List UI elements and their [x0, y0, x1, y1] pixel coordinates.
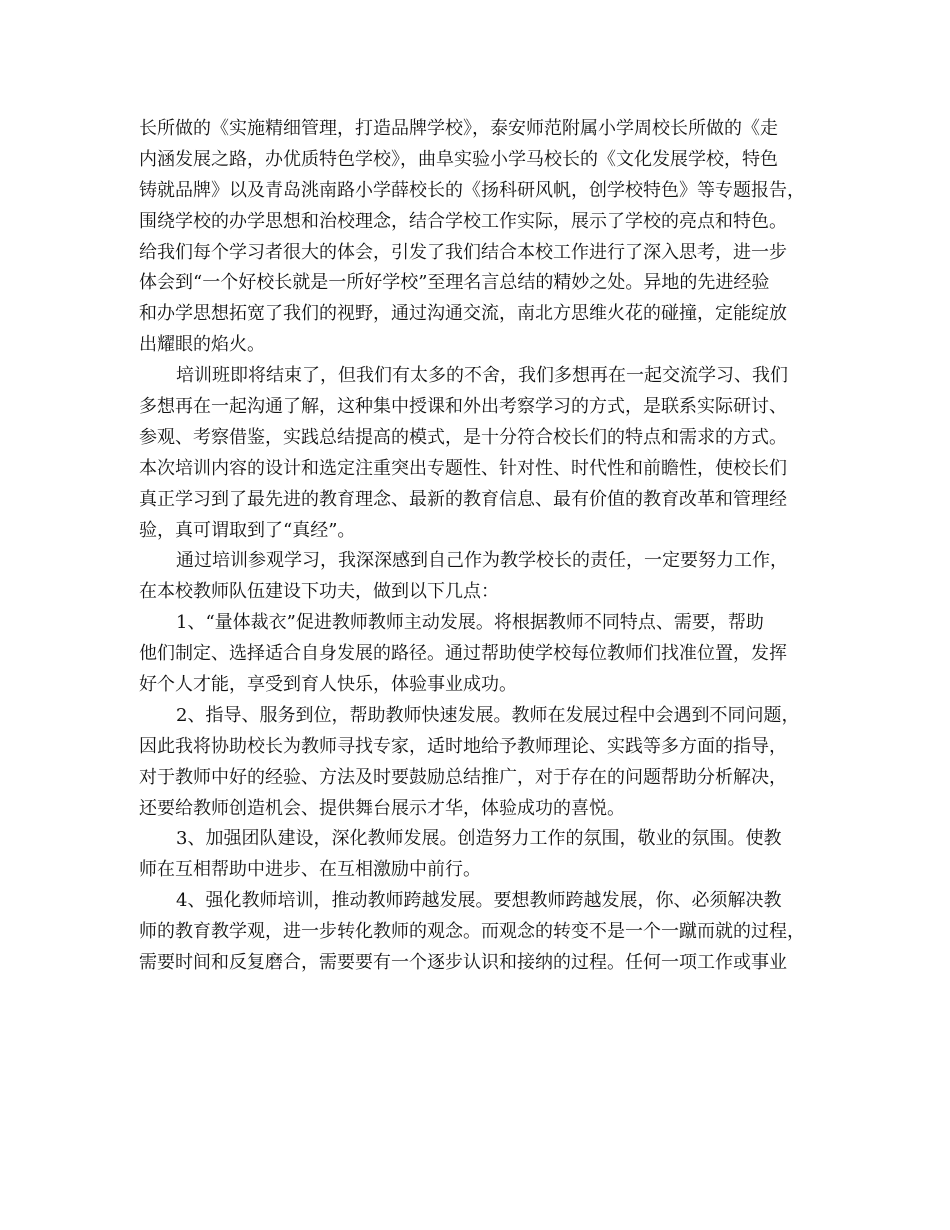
paragraph-7: [139, 886, 827, 979]
text-line: 铸就品牌》以及青岛洮南路小学薛校长的《扬科研风帆，创学校特色》等专题报告，: [139, 179, 805, 201]
text-line: 他们制定、选择适合自身发展的路径。通过帮助使学校每位教师们找准位置，发挥: [139, 643, 787, 665]
text-line: 围绕学校的办学思想和治校理念，结合学校工作实际，展示了学校的亮点和特色。: [139, 210, 787, 232]
text-line: 培训班即将结束了，但我们有太多的不舍，我们多想再在一起交流学习、我们: [176, 365, 788, 387]
paragraph-6: [139, 824, 827, 886]
text-line: 在本校教师队伍建设下功夫，做到以下几点：: [139, 581, 499, 603]
text-line: 和办学思想拓宽了我们的视野，通过沟通交流，南北方思维火花的碰撞，定能绽放: [139, 303, 787, 325]
document-body: [139, 114, 827, 979]
text-line: 出耀眼的焰火。: [139, 334, 265, 356]
text-line: 本次培训内容的设计和选定注重突出专题性、针对性、时代性和前瞻性，使校长们: [139, 457, 787, 479]
text-line: 通过培训参观学习，我深深感到自己作为教学校长的责任，一定要努力工作，: [176, 550, 788, 572]
text-line: 多想再在一起沟通了解，这种集中授课和外出考察学习的方式，是联系实际研讨、: [139, 396, 787, 418]
text-line: 给我们每个学习者很大的体会，引发了我们结合本校工作进行了深入思考，进一步: [139, 241, 787, 263]
text-line: 师在互相帮助中进步、在互相激励中前行。: [139, 859, 481, 881]
text-line: 真正学习到了最先进的教育理念、最新的教育信息、最有价值的教育改革和管理经: [139, 488, 787, 510]
text-line: 还要给教师创造机会、提供舞台展示才华，体验成功的喜悦。: [139, 797, 625, 819]
paragraph-1: [139, 114, 827, 361]
text-line: 好个人才能，享受到育人快乐，体验事业成功。: [139, 674, 517, 696]
text-line: 3、加强团队建设，深化教师发展。创造努力工作的氛围，敬业的氛围。使教: [176, 828, 782, 850]
text-line: 师的教育教学观，进一步转化教师的观念。而观念的转变不是一个一蹴而就的过程，: [139, 921, 805, 943]
paragraph-5: [139, 701, 827, 825]
text-line: 参观、考察借鉴，实践总结提高的模式，是十分符合校长们的特点和需求的方式。: [139, 426, 787, 448]
paragraph-4: [139, 608, 827, 701]
text-line: 体会到“一个好校长就是一所好学校”至理名言总结的精妙之处。异地的先进经验: [139, 272, 770, 294]
text-line: 长所做的《实施精细管理，打造品牌学校》，泰安师范附属小学周校长所做的《走: [139, 118, 778, 139]
text-line: 1、“量体裁衣”促进教师教师主动发展。将根据教师不同特点、需要，帮助: [176, 612, 764, 634]
text-line: 内涵发展之路，办优质特色学校》，曲阜实验小学马校长的《文化发展学校，特色: [139, 148, 778, 170]
text-line: 因此我将协助校长为教师寻找专家，适时地给予教师理论、实践等多方面的指导，: [139, 735, 787, 757]
text-line: 2、指导、服务到位，帮助教师快速发展。教师在发展过程中会遇到不同问题，: [176, 704, 800, 726]
text-line: 对于教师中好的经验、方法及时要鼓励总结推广，对于存在的问题帮助分析解决，: [139, 766, 787, 788]
text-line: 验，真可谓取到了“真经”。: [139, 519, 356, 541]
text-line: 需要时间和反复磨合，需要要有一个逐步认识和接纳的过程。任何一项工作或事业: [139, 952, 787, 974]
paragraph-2: [139, 361, 827, 546]
text-line: 4、强化教师培训，推动教师跨越发展。要想教师跨越发展，你、必须解决教: [176, 890, 782, 912]
paragraph-3: [139, 546, 827, 608]
